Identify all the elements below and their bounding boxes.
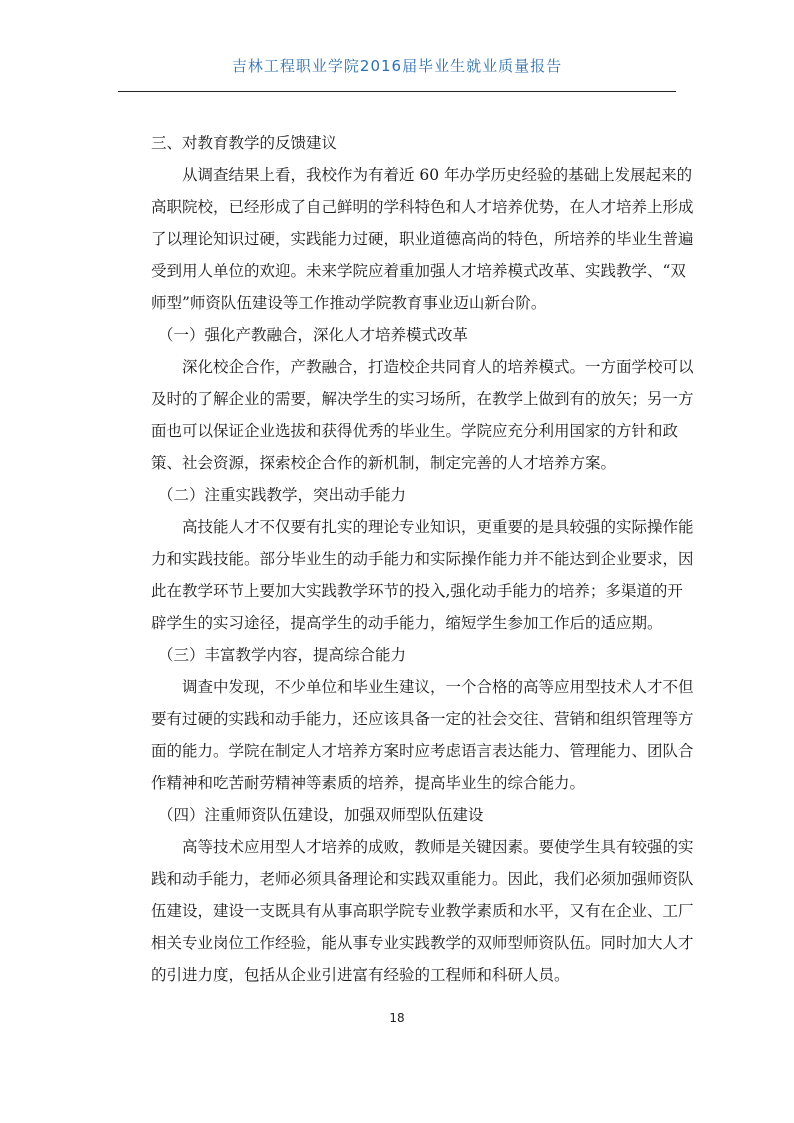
paragraph-line: 策、社会资源，探索校企合作的新机制，制定完善的人才培养方案。 [151,454,617,472]
paragraph-line: 践和动手能力，老师必须具备理论和实践双重能力。因此，我们必须加强师资队 [151,870,694,888]
paragraph-line: 及时的了解企业的需要，解决学生的实习场所，在教学上做到有的放矢；另一方 [151,390,694,408]
paragraph-line: 高职院校，已经形成了自己鲜明的学科特色和人才培养优势，在人才培养上形成 [151,198,694,216]
subsection-paragraph-2 [120,511,694,639]
paragraph-line: 面的能力。学院在制定人才培养方案时应考虑语言表达能力、管理能力、团队合 [151,742,694,760]
subsection-heading-1: （一）强化产教融合，深化人才培养模式改革 [158,326,469,344]
paragraph-line: 受到用人单位的欢迎。未来学院应着重加强人才培养模式改革、实践教学、“双 [151,262,686,280]
subsection-heading-2: （二）注重实践教学，突出动手能力 [158,486,407,504]
subsection-paragraph-3 [120,671,694,799]
section-heading: 三、对教育教学的反馈建议 [151,134,338,152]
paragraph-line: 相关专业岗位工作经验，能从事专业实践教学的双师型师资队伍。同时加大人才 [151,934,694,952]
report-header-title: 吉林工程职业学院2016届毕业生就业质量报告 [231,57,563,75]
paragraph-line: 此在教学环节上要加大实践教学环节的投入,强化动手能力的培养；多渠道的开 [151,582,683,600]
paragraph-line: 的引进力度，包括从企业引进富有经验的工程师和科研人员。 [151,966,570,984]
paragraph-line: 师型”师资队伍建设等工作推动学院教育事业迈山新台阶。 [151,294,547,312]
subsection-heading-4: （四）注重师资队伍建设，加强双师型队伍建设 [158,806,484,824]
paragraph-line: 面也可以保证企业选拔和获得优秀的毕业生。学院应充分利用国家的方针和政 [151,422,679,440]
page-number: 18 [389,1011,405,1025]
paragraph-line: 力和实践技能。部分毕业生的动手能力和实际操作能力并不能达到企业要求，因 [151,550,694,568]
paragraph-line: 要有过硬的实践和动手能力，还应该具备一定的社会交往、营销和组织管理等方 [151,710,694,728]
subsection-heading-3: （三）丰富教学内容，提高综合能力 [158,646,407,664]
paragraph-line: 作精神和吃苦耐劳精神等素质的培养，提高毕业生的综合能力。 [151,774,586,792]
paragraph-line: 高等技术应用型人才培养的成败，教师是关键因素。要使学生具有较强的实 [182,838,694,856]
paragraph-line: 从调查结果上看，我校作为有着近 60 年办学历史经验的基础上发展起来的 [182,166,693,184]
subsection-paragraph-1 [120,351,694,479]
paragraph-line: 调查中发现，不少单位和毕业生建议，一个合格的高等应用型技术人才不但 [182,678,694,696]
page-body [120,127,694,991]
paragraph-line: 了以理论知识过硬，实践能力过硬，职业道德高尚的特色，所培养的毕业生普遍 [151,230,694,248]
paragraph-line: 深化校企合作，产教融合，打造校企共同育人的培养模式。一方面学校可以 [182,358,694,376]
paragraph-line: 伍建设，建设一支既具有从事高职学院专业教学素质和水平，又有在企业、工厂 [151,902,694,920]
intro-paragraph [120,159,694,319]
subsection-paragraph-4 [120,831,694,991]
header-divider [118,91,676,92]
paragraph-line: 辟学生的实习途径，提高学生的动手能力，缩短学生参加工作后的适应期。 [151,614,663,632]
paragraph-line: 高技能人才不仅要有扎实的理论专业知识，更重要的是具较强的实际操作能 [182,518,694,536]
